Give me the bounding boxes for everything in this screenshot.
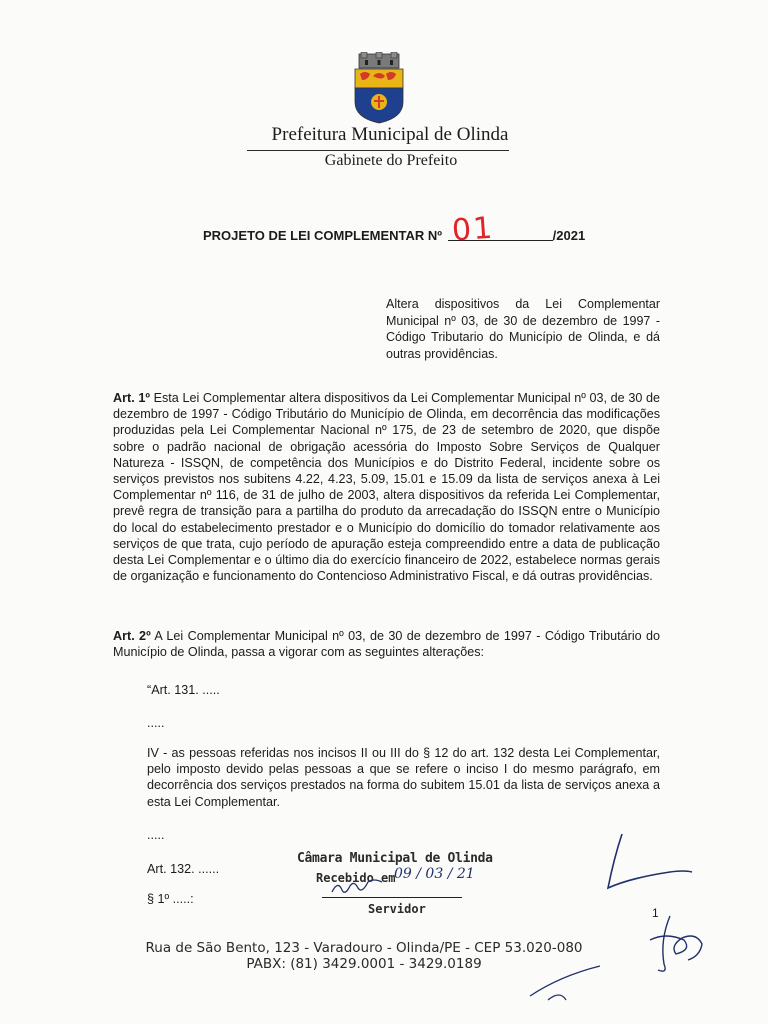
article-1 (113, 390, 660, 584)
footer-phone: PABX: (81) 3429.0001 - 3429.0189 (246, 956, 482, 972)
law-title-prefix: PROJETO DE LEI COMPLEMENTAR Nº (203, 228, 443, 243)
dept-name: Gabinete do Prefeito (324, 152, 458, 169)
handwritten-initials-icon (600, 828, 700, 898)
law-title (203, 228, 585, 243)
coat-of-arms-icon (351, 52, 407, 124)
org-name: Prefeitura Municipal de Olinda (271, 124, 509, 145)
article-2 (113, 628, 660, 660)
quote-art-131: “Art. 131. ..... (147, 683, 220, 697)
law-title-year: /2021 (552, 228, 586, 243)
stamp-title: Câmara Municipal de Olinda (297, 851, 493, 866)
footer-address: Rua de São Bento, 123 - Varadouro - Olinda/PE - CEP 53.020-080 (145, 940, 583, 956)
article-1-text: Esta Lei Complementar altera dispositivos da Lei Complementar Municipal nº 03, de 30 de dezembro de 1997 - Código Tributário do Município de Olinda, em decorrência das modificações produzidas pela Lei Complementar Nacional nº 175, de 23 de setembro de 2020, que dispõe sobre o padrão nacional de obrigação acessória do Imposto Sobre Serviços de Qualquer Natureza - ISSQN, de competência dos Municípios e do Distrito Federal, incidente sobre os serviços previstos nos subitens 4.22, 4.23, 5.09, 15.01 e 15.09 da lista de serviços anexa à Lei Complementar nº 116, de 31 de julho de 2003, altera dispositivos da referida Lei Complementar, prevê regra de transição para a partilha do produto da arrecadação do ISSQN entre o Município do local do estabelecimento prestador e o Município do domicílio do tomador relativamente aos serviços de que trata, cujo período de apuração esteja compreendido entre a data de publicação desta Lei Complementar e o último dia do exercício financeiro de 2022, estabelece normas gerais de organização e funcionamento do Contencioso Administrativo Fiscal, e dá outras providências. (113, 391, 661, 584)
handwritten-law-number: 01 (450, 210, 496, 249)
stamp-received-label: Recebido em (316, 871, 396, 885)
ementa: Altera dispositivos da Lei Complementar Municipal nº 03, de 30 de dezembro de 1997 - Código Tributario do Município de Olinda, e dá outras providências. (386, 297, 660, 361)
ellipsis-2: ..... (147, 828, 165, 842)
stamp-received-date: 09 / 03 / 21 (394, 866, 475, 882)
paragraph-1: § 1º .....: (147, 892, 194, 906)
article-1-label: Art. 1º (113, 391, 150, 405)
stamp-signature-line (322, 897, 462, 898)
article-2-text: A Lei Complementar Municipal nº 03, de 30 de dezembro de 1997 - Código Tributário do Município de Olinda, passa a vigorar com as seguintes alterações: (113, 629, 660, 660)
inciso-iv: IV - as pessoas referidas nos incisos II ou III do § 12 do art. 132 desta Lei Complementar, pelo imposto devido pelas pessoas a que se refere o inciso I do mesmo parágrafo, em decorrência dos serviços prestados na forma do subitem 15.01 da lista de serviços anexa a esta Lei Complementar. (147, 746, 660, 809)
article-2-label: Art. 2º (113, 629, 151, 643)
ellipsis-1: ..... (147, 716, 165, 730)
art-132: Art. 132. ...... (147, 862, 220, 876)
page-number: 1 (652, 906, 659, 920)
stamp-role: Servidor (368, 902, 426, 916)
header-divider (247, 150, 509, 151)
